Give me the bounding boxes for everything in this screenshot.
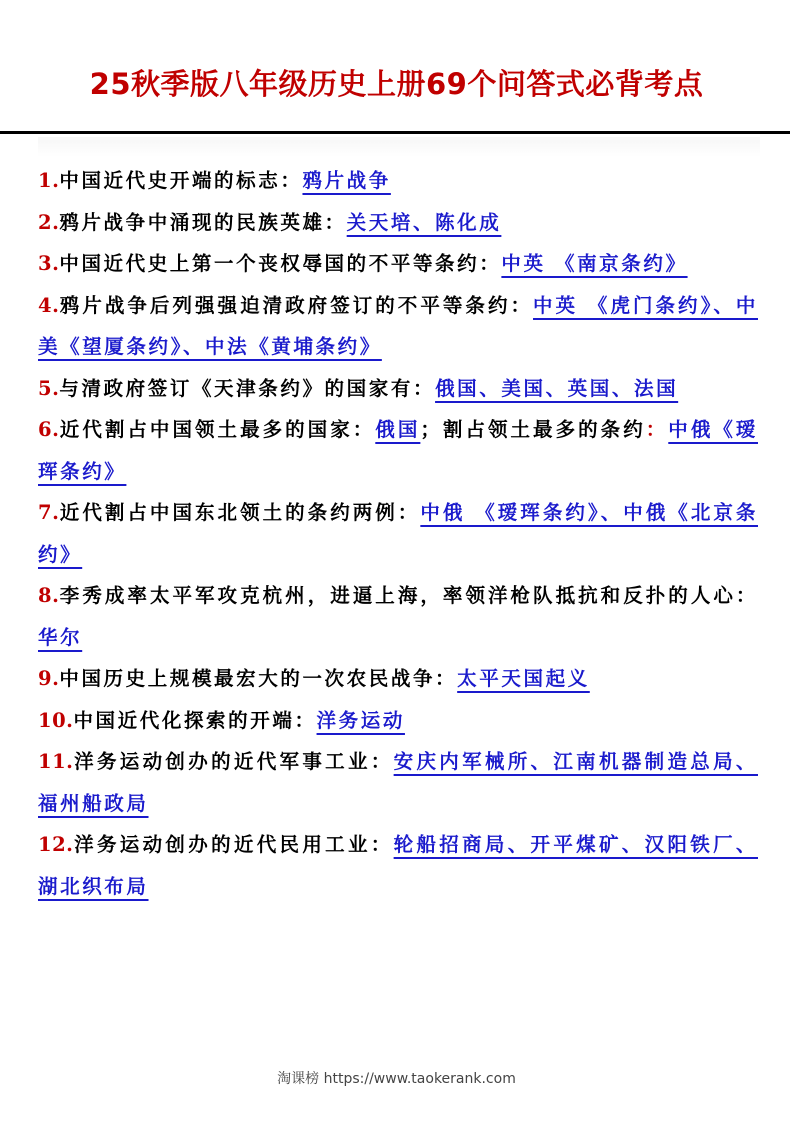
question-text: 李秀成率太平军攻克杭州，进逼上海，率领洋枪队抵抗和反扑的人心：: [59, 584, 758, 607]
item-number: 5.: [38, 376, 60, 400]
qa-item-9: [38, 658, 758, 700]
qa-item-5: [38, 368, 758, 410]
answer-text: 俄国、美国、英国、法国: [435, 376, 679, 400]
item-number: 11.: [38, 750, 74, 773]
qa-item-7: [38, 492, 758, 575]
answer-text: 洋务运动: [316, 708, 405, 732]
qa-item-11: [38, 741, 758, 824]
item-number: 6.: [38, 418, 60, 441]
item-number: 4.: [38, 293, 60, 317]
answer-text: 太平天国起义: [457, 667, 590, 690]
item-number: 12.: [38, 833, 74, 856]
answer-text: 安庆内军械所、江南机器制造总局、福州船政局: [38, 750, 758, 815]
answer-text: 中英 《虎门条约》、中美《望厦条约》、中法《黄埔条约》: [38, 293, 758, 358]
qa-item-10: [38, 700, 758, 742]
item-number: 8.: [38, 584, 60, 607]
answer-text: 俄国: [375, 418, 421, 441]
question-text: 中国近代史开端的标志：: [59, 169, 303, 192]
question-text: 洋务运动创办的近代军事工业：: [73, 750, 394, 773]
answer-text: 鸦片战争: [302, 169, 391, 192]
item-number: 2.: [38, 210, 60, 234]
question-text: 近代割占中国东北领土的条约两例：: [59, 501, 421, 524]
question-text-2: ；割占领土最多的条约: [420, 418, 646, 441]
footer-watermark: 淘课榜 https://www.taokerank.com: [277, 1071, 516, 1087]
qa-item-6: [38, 409, 758, 492]
question-text: 鸦片战争中涌现的民族英雄：: [59, 210, 347, 234]
colon-mark: ：: [645, 418, 669, 441]
qa-item-2: [38, 202, 758, 244]
answer-text: 中英 《南京条约》: [501, 252, 688, 275]
page-title: 25秋季版八年级历史上册69个问答式必背考点: [89, 67, 704, 101]
question-text: 与清政府签订《天津条约》的国家有：: [59, 376, 436, 400]
item-number: 3.: [38, 252, 60, 275]
qa-list: [38, 160, 758, 907]
answer-text: 华尔: [38, 625, 83, 649]
item-number: 1.: [38, 169, 60, 192]
question-text: 中国历史上规模最宏大的一次农民战争：: [59, 667, 458, 690]
question-text: 中国近代化探索的开端：: [73, 708, 317, 732]
item-number: 10.: [38, 708, 74, 732]
answer-text-2: 中俄《瑷珲条约》: [38, 418, 758, 483]
qa-item-1: [38, 160, 758, 202]
answer-text: 中俄 《瑷珲条约》、中俄《北京条约》: [38, 501, 758, 566]
answer-text: 关天培、陈化成: [346, 210, 502, 234]
question-text: 洋务运动创办的近代民用工业：: [73, 833, 394, 856]
item-number: 9.: [38, 667, 60, 690]
answer-text: 轮船招商局、开平煤矿、汉阳铁厂、湖北织布局: [38, 833, 758, 898]
qa-item-12: [38, 824, 758, 907]
qa-item-8: [38, 575, 758, 658]
item-number: 7.: [38, 501, 60, 524]
question-text: 中国近代史上第一个丧权辱国的不平等条约：: [59, 252, 502, 275]
question-text: 鸦片战争后列强强迫清政府签订的不平等条约：: [59, 293, 534, 317]
qa-item-4: [38, 285, 758, 368]
qa-item-3: [38, 243, 758, 285]
title-divider: [0, 131, 790, 134]
question-text: 近代割占中国领土最多的国家：: [59, 418, 376, 441]
shadow-band: [38, 137, 760, 157]
